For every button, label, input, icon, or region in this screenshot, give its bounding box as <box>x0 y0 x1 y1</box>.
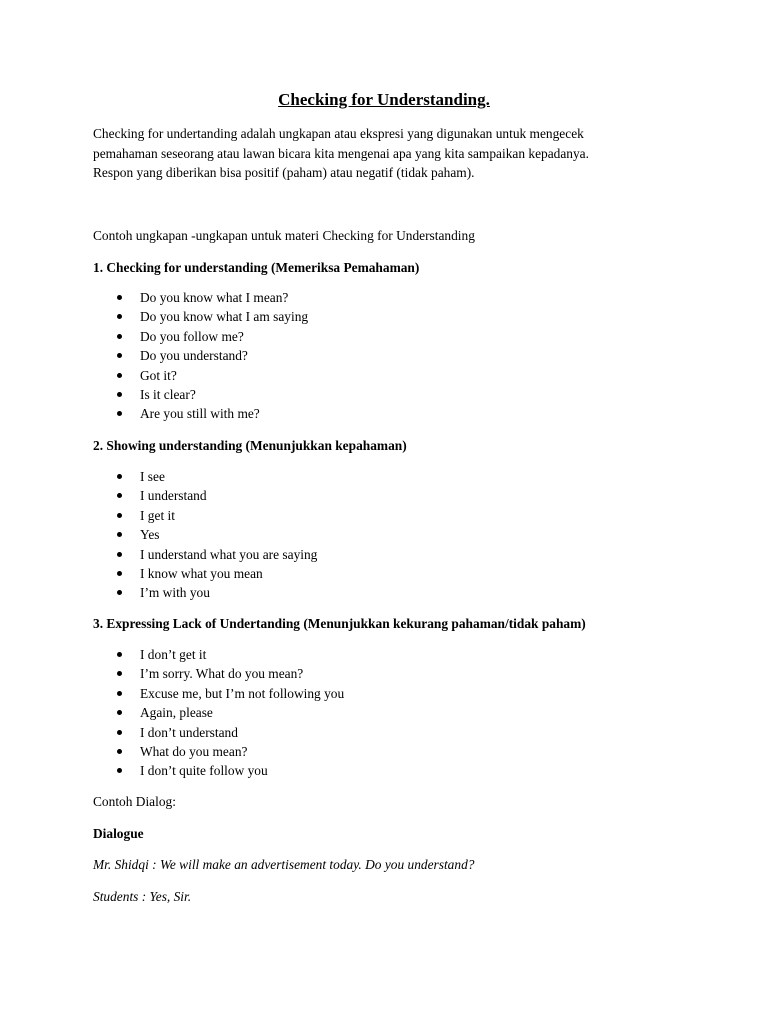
bullet-icon <box>117 513 122 518</box>
list-item: I see <box>93 467 317 486</box>
bullet-icon <box>117 353 122 358</box>
list-item: I know what you mean <box>93 564 317 583</box>
list-item: I don’t get it <box>93 645 344 664</box>
section-3-list <box>93 645 344 781</box>
list-item: I get it <box>93 506 317 525</box>
section-1-list <box>93 288 308 424</box>
list-item: Do you follow me? <box>93 327 308 346</box>
bullet-icon <box>117 532 122 537</box>
bullet-icon <box>117 314 122 319</box>
dialogue-heading: Dialogue <box>93 826 144 841</box>
bullet-icon <box>117 373 122 378</box>
bullet-icon <box>117 710 122 715</box>
bullet-icon <box>117 552 122 557</box>
list-item: I don’t quite follow you <box>93 761 344 780</box>
list-item: Are you still with me? <box>93 404 308 423</box>
bullet-icon <box>117 590 122 595</box>
bullet-icon <box>117 334 122 339</box>
page-title: Checking for Understanding. <box>278 90 490 109</box>
bullet-icon <box>117 571 122 576</box>
bullet-icon <box>117 474 122 479</box>
list-item: What do you mean? <box>93 742 344 761</box>
bullet-icon <box>117 493 122 498</box>
dialog-label: Contoh Dialog: <box>93 794 176 809</box>
list-item: I understand what you are saying <box>93 545 317 564</box>
bullet-icon <box>117 411 122 416</box>
bullet-icon <box>117 652 122 657</box>
bullet-icon <box>117 295 122 300</box>
bullet-icon <box>117 749 122 754</box>
intro-line-2: pemahaman seseorang atau lawan bicara kita mengenai apa yang kita sampaikan kepadanya. <box>93 145 589 161</box>
list-item: Is it clear? <box>93 385 308 404</box>
section-1-heading: 1. Checking for understanding (Memeriksa Pemahaman) <box>93 260 420 275</box>
list-item: I don’t understand <box>93 723 344 742</box>
intro-line-3: Respon yang diberikan bisa positif (paham) atau negatif (tidak paham). <box>93 165 475 180</box>
list-item: Do you understand? <box>93 346 308 365</box>
list-item: I understand <box>93 486 317 505</box>
bullet-icon <box>117 392 122 397</box>
dialogue-line-2: Students : Yes, Sir. <box>93 889 192 904</box>
intro-line-1: Checking for undertanding adalah ungkapan atau ekspresi yang digunakan untuk mengecek <box>93 126 584 141</box>
intro-paragraph <box>93 124 693 183</box>
list-item: I’m with you <box>93 583 317 602</box>
dialogue-line-1: Mr. Shidqi : We will make an advertisement today. Do you understand? <box>93 857 475 872</box>
section-2-heading: 2. Showing understanding (Menunjukkan kepahaman) <box>93 438 407 453</box>
list-item: Do you know what I mean? <box>93 288 308 307</box>
section-3-heading: 3. Expressing Lack of Undertanding (Menunjukkan kekurang pahaman/tidak paham) <box>93 616 586 631</box>
bullet-icon <box>117 730 122 735</box>
list-item: Got it? <box>93 366 308 385</box>
list-item: Do you know what I am saying <box>93 307 308 326</box>
list-item: I’m sorry. What do you mean? <box>93 664 344 683</box>
section-2-list <box>93 467 317 603</box>
list-item: Again, please <box>93 703 344 722</box>
list-item: Excuse me, but I’m not following you <box>93 684 344 703</box>
examples-heading: Contoh ungkapan -ungkapan untuk materi Checking for Understanding <box>93 228 475 243</box>
list-item: Yes <box>93 525 317 544</box>
bullet-icon <box>117 768 122 773</box>
bullet-icon <box>117 691 122 696</box>
bullet-icon <box>117 671 122 676</box>
